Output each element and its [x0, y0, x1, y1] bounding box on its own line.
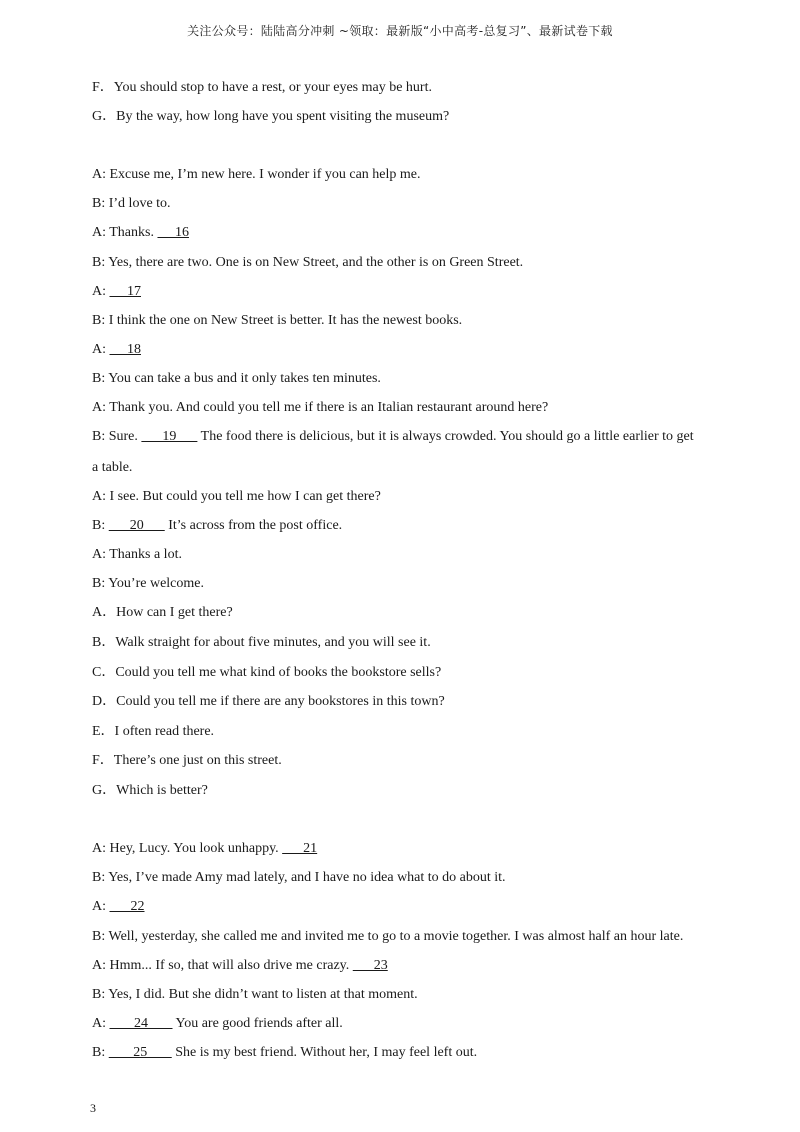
dialogue-line — [92, 341, 141, 359]
dialogue-line — [92, 575, 204, 593]
dialogue-line — [92, 1044, 477, 1062]
text-segment: B: I’d love to. — [92, 196, 171, 211]
text-segment: A: — [92, 342, 110, 357]
page-header: 关注公众号：陆陆高分冲刺 ~领取：最新版“小中高考-总复习”、最新试卷下载 — [187, 24, 613, 38]
option-line: F．You should stop to have a rest, or your eyes may be hurt. — [92, 80, 432, 95]
answer-blank: 24 — [109, 1016, 173, 1031]
dialogue-line — [92, 254, 523, 272]
text-segment: B: — [92, 1045, 109, 1060]
dialogue-line — [92, 869, 506, 887]
text-segment: A: Hmm... If so, that will also drive me crazy. — [92, 958, 353, 973]
text-segment: She is my best friend. Without her, I may feel left out. — [171, 1045, 478, 1060]
text-segment: A: — [92, 1016, 110, 1031]
dialogue-line — [92, 195, 171, 213]
text-segment: A: Excuse me, I’m new here. I wonder if you can help me. — [92, 167, 421, 182]
option-line: A．How can I get there? — [92, 605, 233, 620]
dialogue-line — [92, 399, 548, 417]
text-segment: B: Yes, I did. But she didn’t want to listen at that moment. — [92, 987, 418, 1002]
text-segment: A: Hey, Lucy. You look unhappy. — [92, 841, 283, 856]
option-line: G．By the way, how long have you spent visiting the museum? — [92, 109, 450, 124]
dialogue-line — [92, 428, 694, 446]
dialogue-line — [92, 1015, 343, 1033]
dialogue-line — [92, 459, 132, 477]
answer-blank: 20 — [108, 518, 165, 533]
option-line: C．Could you tell me what kind of books the bookstore sells? — [92, 665, 442, 680]
dialogue-line — [92, 840, 317, 858]
answer-blank: 16 — [157, 225, 189, 240]
text-segment: A: Thank you. And could you tell me if there is an Italian restaurant around here? — [92, 400, 549, 415]
answer-blank: 23 — [352, 958, 388, 973]
option-line: D．Could you tell me if there are any bookstores in this town? — [92, 694, 445, 709]
text-segment: a table. — [92, 460, 133, 475]
dialogue-line — [92, 224, 189, 242]
answer-blank: 17 — [109, 284, 141, 299]
text-segment: B: You’re welcome. — [92, 576, 204, 591]
text-segment: The food there is delicious, but it is always crowded. You should go a little earlier to get — [197, 429, 694, 444]
text-segment: B: I think the one on New Street is better. It has the newest books. — [92, 313, 463, 328]
text-segment: A: Thanks. — [92, 225, 158, 240]
answer-blank: 21 — [282, 841, 318, 856]
text-segment: B: Well, yesterday, she called me and invited me to go to a movie together. I was almost half an hour late. — [92, 929, 684, 944]
text-segment: B: Sure. — [92, 429, 142, 444]
text-segment: A: I see. But could you tell me how I can get there? — [92, 489, 381, 504]
answer-blank: 22 — [109, 899, 145, 914]
dialogue-line — [92, 166, 421, 184]
text-segment: B: Yes, there are two. One is on New Street, and the other is on Green Street. — [92, 255, 524, 270]
text-segment: A: Thanks a lot. — [92, 547, 182, 562]
text-segment: B: Yes, I’ve made Amy mad lately, and I have no idea what to do about it. — [92, 870, 506, 885]
answer-blank: 19 — [141, 429, 198, 444]
option-line: E．I often read there. — [92, 724, 215, 739]
option-line: F．There’s one just on this street. — [92, 753, 282, 768]
text-segment: It’s across from the post office. — [164, 518, 343, 533]
answer-blank: 18 — [109, 342, 141, 357]
dialogue-line — [92, 898, 145, 916]
dialogue-line — [92, 957, 388, 975]
option-line: B．Walk straight for about five minutes, and you will see it. — [92, 635, 431, 650]
dialogue-line — [92, 517, 342, 535]
answer-blank: 25 — [108, 1045, 172, 1060]
dialogue-line — [92, 283, 141, 301]
option-line: G．Which is better? — [92, 783, 208, 798]
dialogue-line — [92, 986, 418, 1004]
text-segment: B: — [92, 518, 109, 533]
dialogue-line — [92, 488, 381, 506]
dialogue-line — [92, 312, 462, 330]
page-number: 3 — [90, 1101, 96, 1115]
dialogue-line — [92, 370, 381, 388]
dialogue-line — [92, 546, 182, 564]
text-segment: B: You can take a bus and it only takes ten minutes. — [92, 371, 381, 386]
text-segment: A: — [92, 284, 110, 299]
dialogue-line — [92, 928, 683, 946]
text-segment: You are good friends after all. — [172, 1016, 343, 1031]
text-segment: A: — [92, 899, 110, 914]
